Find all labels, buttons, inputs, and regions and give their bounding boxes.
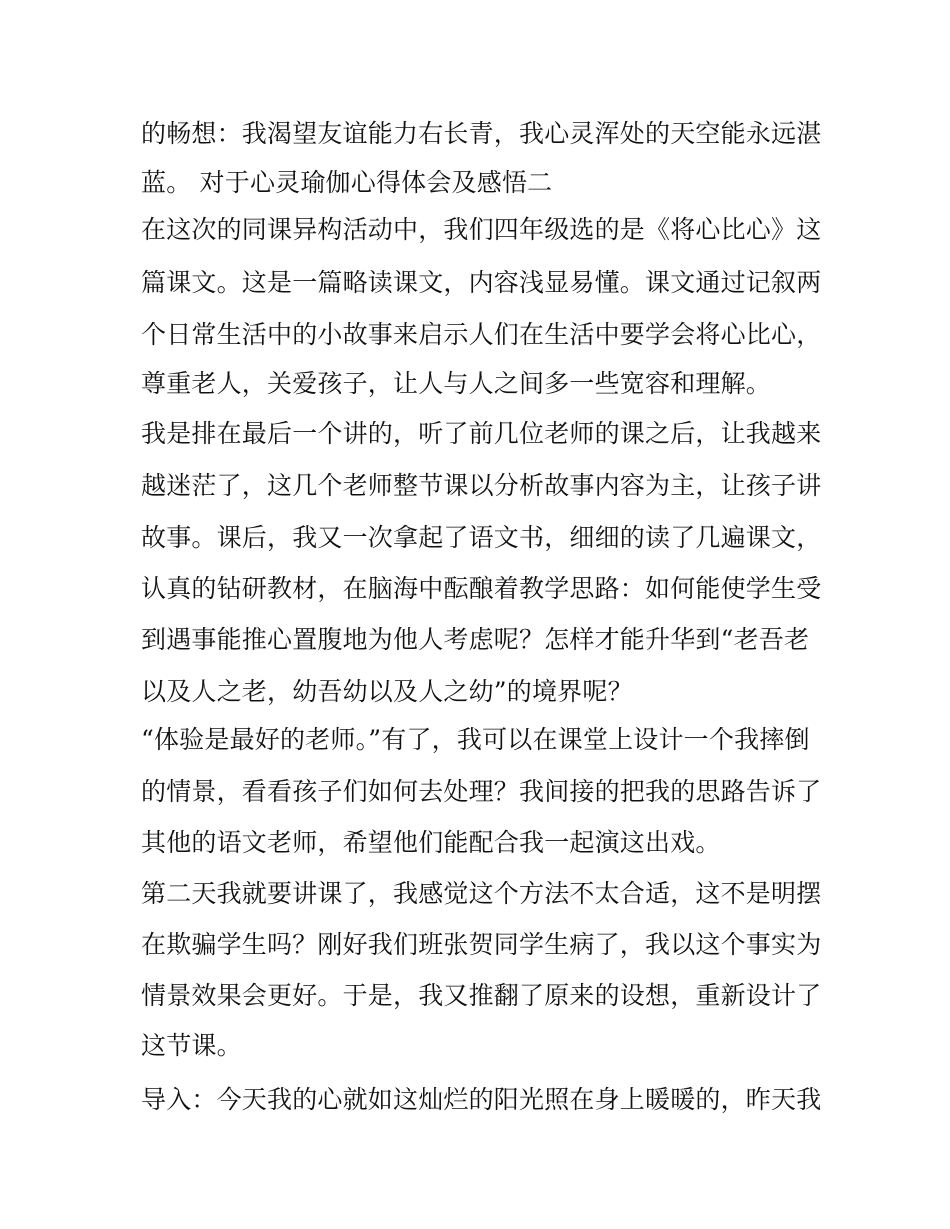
text-line: 的情景，看看孩子们如何去处理？我间接的把我的思路告诉了	[141, 777, 822, 806]
text-line: 我是排在最后一个讲的，听了前几位老师的课之后，让我越来	[141, 419, 822, 448]
text-line: 在欺骗学生吗？刚好我们班张贺同学生病了，我以这个事实为	[141, 930, 822, 959]
text-line: 越迷茫了，这几个老师整节课以分析故事内容为主，让孩子讲	[141, 471, 822, 500]
text-line: 情景效果会更好。于是，我又推翻了原来的设想，重新设计了	[141, 981, 822, 1010]
text-line: 尊重老人，关爱孩子，让人与人之间多一些宽容和理解。	[141, 369, 772, 398]
text-line: 导入：今天我的心就如这灿烂的阳光照在身上暖暖的，昨天我	[141, 1085, 822, 1114]
text-line: 其他的语文老师，希望他们能配合我一起演这出戏。	[141, 828, 721, 857]
text-line: 这节课。	[141, 1031, 242, 1060]
text-line: 在这次的同课异构活动中，我们四年级选的是《将心比心》这	[141, 215, 822, 244]
text-line: 蓝。 对于心灵瑜伽心得体会及感悟二	[141, 168, 553, 197]
text-line: 个日常生活中的小故事来启示人们在生活中要学会将心比心，	[141, 320, 822, 349]
text-line: 认真的钻研教材，在脑海中酝酿着教学思路：如何能使学生受	[141, 574, 822, 603]
text-line: 以及人之老，幼吾幼以及人之幼”的境界呢？	[141, 677, 633, 706]
text-line: 到遇事能推心置腹地为他人考虑呢？怎样才能升华到“老吾老	[141, 625, 810, 654]
text-line: “体验是最好的老师。”有了，我可以在课堂上设计一个我摔倒	[141, 725, 810, 754]
text-line: 的畅想：我渴望友谊能力右长青，我心灵浑处的天空能永远湛	[141, 119, 822, 148]
text-line: 第二天我就要讲课了，我感觉这个方法不太合适，这不是明摆	[141, 879, 822, 908]
text-line: 故事。课后，我又一次拿起了语文书，细细的读了几遍课文，	[141, 523, 822, 552]
text-line: 篇课文。这是一篇略读课文，内容浅显易懂。课文通过记叙两	[141, 268, 822, 297]
